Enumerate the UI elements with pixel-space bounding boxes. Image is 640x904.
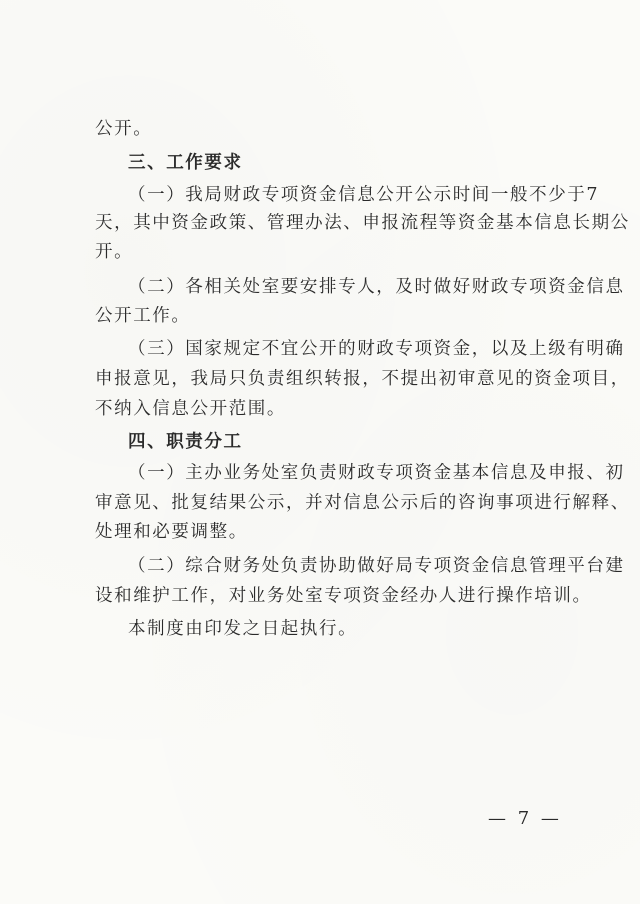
paragraph-line: 不纳入信息公开范围。 — [95, 399, 286, 419]
text-line-continuation: 公开。 — [95, 119, 153, 139]
paragraph-line: 开。 — [95, 242, 134, 262]
paragraph-line: （一）我局财政专项资金信息公开公示时间一般不少于7 — [128, 185, 600, 205]
paragraph-line: 申报意见，我局只负责组织转报，不提出初审意见的资金项目， — [95, 369, 630, 389]
paragraph-line: 审意见、批复结果公示，并对信息公示后的咨询事项进行解释、 — [95, 493, 630, 513]
paragraph-line: （二）各相关处室要安排专人，及时做好财政专项资金信息 — [128, 277, 625, 297]
page-number: — 7 — — [488, 808, 562, 829]
section-heading-responsibilities: 四、职责分工 — [128, 432, 243, 452]
section-heading-work-requirements: 三、工作要求 — [128, 153, 243, 173]
paragraph-line: 处理和必要调整。 — [95, 522, 248, 542]
paragraph-line: （一）主办业务处室负责财政专项资金基本信息及申报、初 — [128, 463, 625, 483]
paragraph-line: 设和维护工作，对业务处室专项资金经办人进行操作培训。 — [95, 586, 592, 606]
paragraph-line: 公开工作。 — [95, 306, 191, 326]
paragraph-line-closing: 本制度由印发之日起执行。 — [128, 619, 358, 639]
paragraph-line: （二）综合财务处负责协助做好局专项资金信息管理平台建 — [128, 556, 625, 576]
paragraph-line: （三）国家规定不宜公开的财政专项资金，以及上级有明确 — [128, 339, 625, 359]
paragraph-line: 天，其中资金政策、管理办法、申报流程等资金基本信息长期公 — [95, 213, 630, 233]
